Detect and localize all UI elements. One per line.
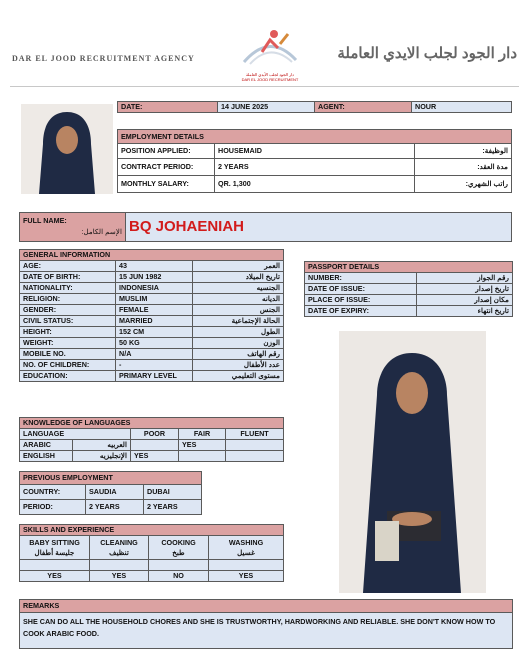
languages-header: FAIR [179,429,226,440]
general-value: N/A [116,349,193,360]
general-label: NATIONALITY: [20,283,116,294]
employment-value: 2 YEARS [215,159,415,176]
agency-logo [234,22,306,86]
general-label: EDUCATION: [20,371,116,382]
employment-label: MONTHLY SALARY: [118,176,215,193]
general-info-title: GENERAL INFORMATION [20,250,284,261]
general-value: PRIMARY LEVEL [116,371,193,382]
previous-employment-title: PREVIOUS EMPLOYMENT [20,472,202,485]
period-label: PERIOD: [20,500,86,515]
general-label: CIVIL STATUS: [20,316,116,327]
full-body-photo [339,331,486,593]
language-poor [131,440,179,451]
general-label: DATE OF BIRTH: [20,272,116,283]
passport-title: PASSPORT DETAILS [305,262,513,273]
full-name-label: FULL NAME: [23,216,67,225]
previous-employment-table [19,471,202,515]
full-name-value: BQ JOHAENIAH [126,213,512,242]
general-label-ar: الجنسيه [193,283,284,294]
passport-label: DATE OF EXPIRY: [305,306,417,317]
language-name: ARABIC [20,440,73,451]
general-label-ar: الديانه [193,294,284,305]
full-name-label-cell [20,213,126,242]
header-divider [10,86,519,87]
general-label-ar: مستوى التعليمي [193,371,284,382]
logo-caption: دار الجود لجلب الأيدي العاملة DAR EL JOOD RECRUITMENT [241,72,299,82]
languages-table [19,417,284,462]
country-value: SAUDIA [86,485,144,500]
general-value: 43 [116,261,193,272]
employment-label-ar: راتب الشهري: [415,176,512,193]
general-value: FEMALE [116,305,193,316]
language-name-ar: الإنجليزيه [73,451,131,462]
passport-label: NUMBER: [305,273,417,284]
agent-label: AGENT: [315,102,412,113]
remarks-text: SHE CAN DO ALL THE HOUSEHOLD CHORES AND SHE IS TRUSTWORTHY, HARDWORKING AND RELIABLE. SHE DON'T KNOW HOW TO COOK ARABIC FOOD. [20,613,513,649]
languages-header: LANGUAGE [20,429,131,440]
agency-name-ar: دار الجود لجلب الايدي العاملة [337,45,517,62]
employment-label: POSITION APPLIED: [118,144,215,159]
employment-value: HOUSEMAID [215,144,415,159]
language-name-ar: العربيه [73,440,131,451]
passport-label: DATE OF ISSUE: [305,284,417,295]
general-label: NO. OF CHILDREN: [20,360,116,371]
general-label-ar: الجنس [193,305,284,316]
general-label-ar: الحالة الإجتماعية [193,316,284,327]
period-value: 2 YEARS [86,500,144,515]
general-value: MARRIED [116,316,193,327]
employment-title: EMPLOYMENT DETAILS [118,130,512,144]
period-value: 2 YEARS [144,500,202,515]
general-label: GENDER: [20,305,116,316]
passport-label: PLACE OF ISSUE: [305,295,417,306]
employment-value: QR. 1,300 [215,176,415,193]
passport-label-ar: رقم الجواز [417,273,513,284]
general-label-ar: الطول [193,327,284,338]
employment-label-ar: الوظيفة: [415,144,512,159]
date-label: DATE: [118,102,218,113]
skill-value: YES [90,571,149,582]
skills-table [19,524,284,582]
date-agent-table [117,101,512,113]
language-fluent [226,451,284,462]
skill-name: WASHING غسيل [209,536,284,560]
agency-name-en: DAR EL JOOD RECRUITMENT AGENCY [12,54,195,63]
agent-value: NOUR [412,102,512,113]
skill-value: YES [209,571,284,582]
passport-label-ar: تاريخ انتهاء [417,306,513,317]
skill-name: BABY SITTING جليسة أطفال [20,536,90,560]
full-name-table [19,212,512,242]
employment-label: CONTRACT PERIOD: [118,159,215,176]
skill-value: NO [149,571,209,582]
passport-label-ar: مكان إصدار [417,295,513,306]
general-label: RELIGION: [20,294,116,305]
skill-name: CLEANING تنظيف [90,536,149,560]
date-value: 14 JUNE 2025 [218,102,315,113]
general-label: AGE: [20,261,116,272]
general-value: - [116,360,193,371]
language-poor: YES [131,451,179,462]
employment-label-ar: مدة العقد: [415,159,512,176]
employment-table [117,129,512,193]
remarks-title: REMARKS [20,600,513,613]
general-value: 15 JUN 1982 [116,272,193,283]
language-fluent [226,440,284,451]
general-value: MUSLIM [116,294,193,305]
logo-mark-icon [234,22,306,72]
language-name: ENGLISH [20,451,73,462]
general-value: 50 KG [116,338,193,349]
general-value: 152 CM [116,327,193,338]
general-label: HEIGHT: [20,327,116,338]
remarks-table [19,599,513,649]
language-fair [179,451,226,462]
general-info-table [19,249,284,382]
general-label: MOBILE NO. [20,349,116,360]
full-name-label-ar: الإسم الكامل: [81,227,122,236]
general-label-ar: رقم الهاتف [193,349,284,360]
languages-title: KNOWLEDGE OF LANGUAGES [20,418,284,429]
skill-name: COOKING طبخ [149,536,209,560]
general-label-ar: عدد الأطفال [193,360,284,371]
general-label: WEIGHT: [20,338,116,349]
language-fair: YES [179,440,226,451]
general-label-ar: العمر [193,261,284,272]
passport-label-ar: تاريخ إصدار [417,284,513,295]
languages-header: POOR [131,429,179,440]
general-value: INDONESIA [116,283,193,294]
general-label-ar: تاريخ الميلاد [193,272,284,283]
country-label: COUNTRY: [20,485,86,500]
country-value: DUBAI [144,485,202,500]
passport-table [304,261,513,317]
languages-header: FLUENT [226,429,284,440]
skills-title: SKILLS AND EXPERIENCE [20,525,284,536]
profile-photo [21,104,113,194]
skill-value: YES [20,571,90,582]
general-label-ar: الوزن [193,338,284,349]
